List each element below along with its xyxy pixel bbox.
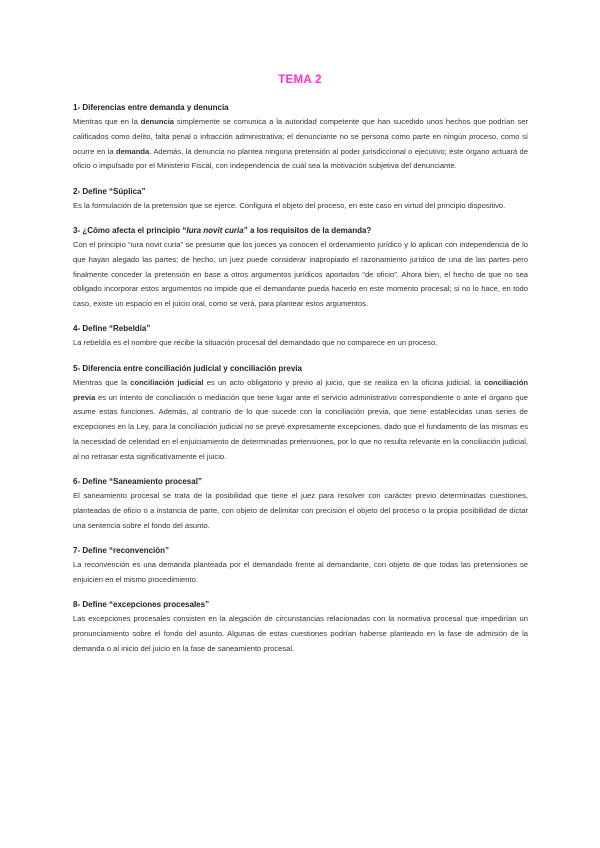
question-heading: 3- ¿Cómo afecta el principio “Iura novit curia” a los requisitos de la demanda? [73, 225, 372, 235]
answer-paragraph: El saneamiento procesal se trata de la posibilidad que tiene el juez para resolver con carácter previo determinadas cuestiones, planteadas de oficio o a instancia de parte, con objeto de delimitar con precisión el objeto del proceso o la propia posibilidad de dictar una sentencia sobre el fondo del asunto. [73, 491, 528, 530]
italic-term: Iura novit curia [186, 225, 244, 235]
section-1 [73, 101, 528, 174]
answer-paragraph: Con el principio “iura novit curia” se presume que los jueces ya conocen el ordenamiento jurídico y lo aplican con independencia de lo que hayan alegado las partes; de hecho, un juez puede considerar inapropiado el razonamiento jurídico de una de las partes pero finalmente conceder la pretensión en base a otros argumentos jurídicos aportados “de oficio”. Ahora bien, el hecho de que no sea obligado incorporar estos argumentos no impide que el demandante pueda hacerlo en este momento procesal; si no lo hace, en todo caso, existe un espacio en el juicio oral, como se verá, para plantear estos argumentos. [73, 239, 528, 309]
answer-paragraph: La reconvención es una demanda planteada por el demandado frente al demandante, con objeto de que todas las pretensiones se enjuicien en el mismo procedimiento. [73, 559, 528, 584]
question-heading: 8- Define “excepciones procesales” [73, 600, 210, 610]
answer-paragraph: Es la formulación de la pretensión que se ejerce. Configura el objeto del proceso, en este caso en virtud del principio dispositivo. [73, 200, 506, 210]
bold-term: conciliación previa [73, 377, 528, 402]
question-heading: 2- Define “Súplica” [73, 186, 146, 196]
section-2 [73, 185, 528, 214]
section-4 [73, 322, 528, 351]
document-content [73, 101, 528, 667]
bold-term: conciliación judicial [130, 377, 204, 387]
answer-paragraph: Mientras que la conciliación judicial es un acto obligatorio y previo al juicio, que se realiza en la oficina judicial, la conciliación previa es un intento de conciliación o mediación que tiene lugar ante el servicio administrativo correspondiente o ante el órgano que asume estas funciones. Además, al contrario de lo que sucede con la conciliación previa, que tiene establecidas unas series de excepciones en la Ley, para la conciliación judicial no se prevé expresamente excepciones, dado que el fundamento de las mismas es la necesidad de celeridad en el enjuiciamiento de determinadas pretensiones, por lo que no resulta relevante en la conciliación judicial, al no retrasar esta significativamente el juicio. [73, 377, 528, 461]
answer-paragraph: La rebeldía es el nombre que recibe la situación procesal del demandado que no comparece en un proceso. [73, 338, 438, 348]
answer-paragraph: Las excepciones procesales consisten en la alegación de circunstancias relacionadas con la normativa procesal que impedirían un pronunciamiento sobre el fondo del asunto. Algunas de estas cuestiones podrían haberse planteado en la fase de admisión de la demanda o al inicio del juicio en la fase de saneamiento procesal. [73, 614, 528, 653]
section-6 [73, 475, 528, 533]
section-8 [73, 598, 528, 656]
section-5 [73, 362, 528, 465]
question-heading: 1- Diferencias entre demanda y denuncia [73, 103, 229, 112]
question-heading: 5- Diferencia entre conciliación judicial y conciliación previa [73, 363, 302, 373]
question-heading: 4- Define “Rebeldía” [73, 324, 151, 334]
answer-paragraph: Mientras que en la denuncia simplemente se comunica a la autoridad competente que han sucedido unos hechos que podrían ser calificados como delito, falta penal o infracción administrativa; el denunciante no se persona como parte en ningún proceso, como sí ocurre en la demanda. Además, la denuncia no plantea ninguna pretensión al poder jurisdiccional o ejecutivo; éste órgano actuará de oficio o impulsado por el Ministerio Fiscal, con independencia de cuál sea la motivación subjetiva del denunciante. [73, 117, 528, 171]
section-7 [73, 544, 528, 588]
section-3 [73, 224, 528, 312]
question-heading: 6- Define “Saneamiento procesal” [73, 477, 202, 487]
bold-term: denuncia [140, 117, 175, 126]
page-title: TEMA 2 [278, 74, 322, 86]
question-heading: 7- Define “reconvención” [73, 545, 170, 555]
bold-term: demanda [115, 146, 150, 156]
